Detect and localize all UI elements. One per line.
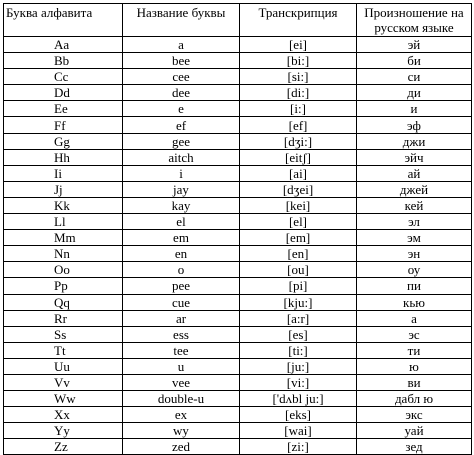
header-letter-name: Название буквы: [123, 4, 240, 37]
cell-letter: Ll: [4, 214, 123, 230]
cell-letter-name: ess: [123, 326, 240, 342]
cell-letter: Aa: [4, 37, 123, 53]
cell-russian-pronunciation: кей: [357, 197, 472, 213]
table-row: [4, 117, 472, 133]
cell-russian-pronunciation: и: [357, 101, 472, 117]
cell-letter: Cc: [4, 69, 123, 85]
table-header-row: [4, 4, 472, 37]
cell-russian-pronunciation: кью: [357, 294, 472, 310]
header-letter: Буква алфавита: [4, 4, 123, 37]
cell-letter: Xx: [4, 407, 123, 423]
cell-russian-pronunciation: ю: [357, 358, 472, 374]
cell-transcription: [zi:]: [240, 439, 357, 455]
cell-russian-pronunciation: экс: [357, 407, 472, 423]
cell-letter: Zz: [4, 439, 123, 455]
cell-letter: Qq: [4, 294, 123, 310]
cell-letter-name: kay: [123, 197, 240, 213]
table-row: [4, 407, 472, 423]
cell-russian-pronunciation: джей: [357, 181, 472, 197]
table-row: [4, 37, 472, 53]
table-row: [4, 165, 472, 181]
cell-letter-name: aitch: [123, 149, 240, 165]
cell-transcription: [ei]: [240, 37, 357, 53]
cell-russian-pronunciation: ай: [357, 165, 472, 181]
cell-transcription: [ai]: [240, 165, 357, 181]
cell-transcription: [ou]: [240, 262, 357, 278]
cell-letter-name: i: [123, 165, 240, 181]
cell-transcription: [el]: [240, 214, 357, 230]
cell-letter-name: e: [123, 101, 240, 117]
cell-letter-name: a: [123, 37, 240, 53]
cell-transcription: [kju:]: [240, 294, 357, 310]
cell-letter-name: ef: [123, 117, 240, 133]
cell-russian-pronunciation: ви: [357, 374, 472, 390]
cell-letter-name: u: [123, 358, 240, 374]
cell-letter: Ff: [4, 117, 123, 133]
cell-transcription: [di:]: [240, 85, 357, 101]
cell-transcription: [eitʃ]: [240, 149, 357, 165]
cell-russian-pronunciation: эйч: [357, 149, 472, 165]
cell-letter-name: tee: [123, 342, 240, 358]
cell-russian-pronunciation: би: [357, 53, 472, 69]
cell-transcription: [wai]: [240, 423, 357, 439]
cell-transcription: [si:]: [240, 69, 357, 85]
table-row: [4, 326, 472, 342]
cell-transcription: [kei]: [240, 197, 357, 213]
table-row: [4, 374, 472, 390]
cell-letter: Hh: [4, 149, 123, 165]
cell-letter: Uu: [4, 358, 123, 374]
cell-russian-pronunciation: эн: [357, 246, 472, 262]
cell-transcription: [bi:]: [240, 53, 357, 69]
english-alphabet-table: [3, 3, 472, 455]
table-row: [4, 214, 472, 230]
table-row: [4, 53, 472, 69]
cell-russian-pronunciation: дабл ю: [357, 391, 472, 407]
cell-transcription: [dʒi:]: [240, 133, 357, 149]
cell-letter-name: zed: [123, 439, 240, 455]
alphabet-table-container: [3, 3, 472, 455]
cell-letter: Yy: [4, 423, 123, 439]
cell-letter: Bb: [4, 53, 123, 69]
table-row: [4, 358, 472, 374]
cell-russian-pronunciation: а: [357, 310, 472, 326]
cell-russian-pronunciation: си: [357, 69, 472, 85]
table-row: [4, 85, 472, 101]
cell-transcription: [pi]: [240, 278, 357, 294]
cell-transcription: [ju:]: [240, 358, 357, 374]
table-row: [4, 149, 472, 165]
table-row: [4, 230, 472, 246]
cell-russian-pronunciation: эс: [357, 326, 472, 342]
cell-letter: Ss: [4, 326, 123, 342]
cell-russian-pronunciation: эф: [357, 117, 472, 133]
cell-letter-name: ar: [123, 310, 240, 326]
cell-transcription: [ti:]: [240, 342, 357, 358]
cell-letter-name: ex: [123, 407, 240, 423]
cell-letter: Nn: [4, 246, 123, 262]
table-row: [4, 197, 472, 213]
table-row: [4, 310, 472, 326]
cell-letter: Pp: [4, 278, 123, 294]
cell-transcription: [es]: [240, 326, 357, 342]
cell-letter-name: cue: [123, 294, 240, 310]
cell-letter: Dd: [4, 85, 123, 101]
cell-russian-pronunciation: эй: [357, 37, 472, 53]
cell-letter: Gg: [4, 133, 123, 149]
cell-letter: Ww: [4, 391, 123, 407]
cell-letter: Vv: [4, 374, 123, 390]
cell-transcription: [i:]: [240, 101, 357, 117]
cell-letter-name: el: [123, 214, 240, 230]
cell-transcription: [a:r]: [240, 310, 357, 326]
cell-russian-pronunciation: эм: [357, 230, 472, 246]
table-row: [4, 262, 472, 278]
cell-transcription: [eks]: [240, 407, 357, 423]
cell-letter-name: vee: [123, 374, 240, 390]
header-russian-pronunciation: Произношение на русском языке: [357, 4, 472, 37]
cell-russian-pronunciation: зед: [357, 439, 472, 455]
cell-transcription: ['dʌbl ju:]: [240, 391, 357, 407]
cell-letter: Kk: [4, 197, 123, 213]
cell-letter-name: wy: [123, 423, 240, 439]
cell-russian-pronunciation: оу: [357, 262, 472, 278]
table-body: [4, 37, 472, 455]
cell-russian-pronunciation: джи: [357, 133, 472, 149]
cell-russian-pronunciation: эл: [357, 214, 472, 230]
cell-russian-pronunciation: ти: [357, 342, 472, 358]
cell-letter-name: o: [123, 262, 240, 278]
cell-letter-name: en: [123, 246, 240, 262]
cell-russian-pronunciation: пи: [357, 278, 472, 294]
cell-letter-name: gee: [123, 133, 240, 149]
cell-letter: Ii: [4, 165, 123, 181]
table-row: [4, 69, 472, 85]
cell-transcription: [vi:]: [240, 374, 357, 390]
cell-letter: Tt: [4, 342, 123, 358]
table-row: [4, 423, 472, 439]
table-row: [4, 133, 472, 149]
header-transcription: Транскрипция: [240, 4, 357, 37]
cell-letter: Oo: [4, 262, 123, 278]
cell-letter-name: em: [123, 230, 240, 246]
table-row: [4, 294, 472, 310]
cell-letter-name: cee: [123, 69, 240, 85]
table-row: [4, 439, 472, 455]
cell-letter: Rr: [4, 310, 123, 326]
cell-transcription: [en]: [240, 246, 357, 262]
cell-transcription: [em]: [240, 230, 357, 246]
cell-letter-name: pee: [123, 278, 240, 294]
cell-letter-name: dee: [123, 85, 240, 101]
table-row: [4, 246, 472, 262]
cell-letter-name: bee: [123, 53, 240, 69]
cell-russian-pronunciation: ди: [357, 85, 472, 101]
cell-letter: Mm: [4, 230, 123, 246]
cell-russian-pronunciation: уай: [357, 423, 472, 439]
table-row: [4, 391, 472, 407]
cell-letter-name: jay: [123, 181, 240, 197]
cell-letter: Ee: [4, 101, 123, 117]
cell-letter-name: double-u: [123, 391, 240, 407]
cell-letter: Jj: [4, 181, 123, 197]
cell-transcription: [dʒei]: [240, 181, 357, 197]
table-row: [4, 101, 472, 117]
cell-transcription: [ef]: [240, 117, 357, 133]
table-row: [4, 181, 472, 197]
table-row: [4, 342, 472, 358]
table-row: [4, 278, 472, 294]
